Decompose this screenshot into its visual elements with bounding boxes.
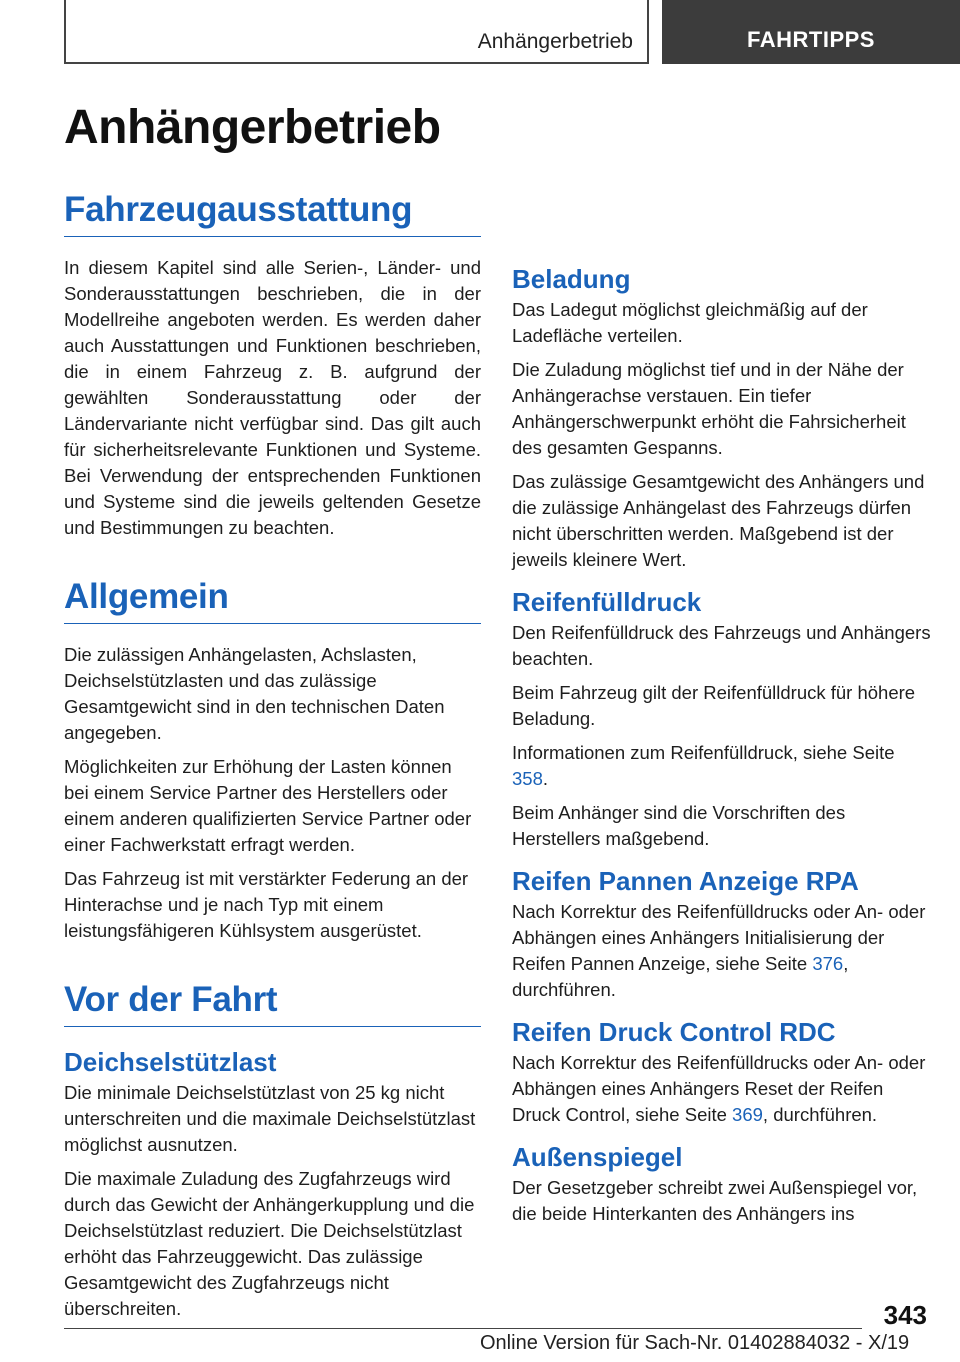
footer-version: Online Version für Sach-Nr. 01402884032 - X/19 <box>480 1332 910 1354</box>
header-chapter-tab[interactable]: FAHRTIPPS <box>662 0 960 64</box>
heading-allgemein: Allgemein <box>64 577 481 624</box>
paragraph-allgemein-2: Möglichkeiten zur Erhöhung der Lasten können bei einem Service Partner des Herstellers oder einem anderen qualifizierten Service Partner oder einer Fachwerkstatt erfragt werden. <box>64 756 472 855</box>
page-title: Anhängerbetrieb <box>64 101 441 154</box>
paragraph-beladung-2: Die Zuladung möglichst tief und in der Nähe der Anhängerachse verstauen. Ein tiefer Anhängerschwerpunkt erhöht die Fahrsicherheit des gesamten Gespanns. <box>512 359 906 458</box>
header-section-title: Anhängerbetrieb <box>477 30 633 53</box>
paragraph-reifenfuelldruck-2: Beim Fahrzeug gilt der Reifenfülldruck für höhere Beladung. <box>512 682 916 729</box>
text: , durchführen. <box>512 953 849 1000</box>
text: , durchführen. <box>762 1104 878 1125</box>
text: Nach Korrektur des Reifenfülldrucks oder An- oder Abhängen eines Anhängers Initialisierung der Reifen Pannen Anzeige, siehe Seite <box>512 901 926 974</box>
paragraph-allgemein-1: Die zulässigen Anhängelasten, Achslasten, Deichselstützlasten und das zulässige Gesamtgewicht sind in den technischen Daten angegeben. <box>64 644 445 743</box>
heading-fahrzeugausstattung: Fahrzeugausstattung <box>64 190 481 237</box>
paragraph-deichsel-2: Die maximale Zuladung des Zugfahrzeugs wird durch das Gewicht der Anhängerkupplung und die Deichselstützlast reduziert. Die Deichselstützlast erhöht das Fahrzeuggewicht. Das zulässige Gesamtgewicht des Zugfahrzeugs nicht überschreiten. <box>64 1168 475 1319</box>
paragraph-rdc <box>512 1050 932 1128</box>
paragraph-rpa <box>512 899 932 1003</box>
heading-rdc: Reifen Druck Control RDC <box>512 1017 836 1047</box>
heading-deichselstuetzlast: Deichselstützlast <box>64 1047 277 1077</box>
paragraph-reifenfuelldruck-3 <box>512 740 932 792</box>
heading-rpa: Reifen Pannen Anzeige RPA <box>512 866 859 896</box>
left-column <box>64 190 481 1330</box>
heading-reifenfuelldruck: Reifenfülldruck <box>512 587 702 617</box>
heading-vor-der-fahrt: Vor der Fahrt <box>64 980 481 1027</box>
text: Informationen zum Reifenfülldruck, siehe Seite <box>512 742 895 763</box>
paragraph-aussenspiegel: Der Gesetzgeber schreibt zwei Außenspiegel vor, die beide Hinterkanten des Anhängers ins <box>512 1177 918 1224</box>
heading-beladung: Beladung <box>512 264 631 294</box>
header-section-tab <box>64 0 649 64</box>
page-link-358[interactable]: 358 <box>512 768 543 789</box>
right-column <box>512 192 932 1235</box>
paragraph-fahrzeugausstattung: In diesem Kapitel sind alle Serien-, Länder- und Sonderausstattungen beschrieben, die in der Modellreihe angeboten werden. Es werden daher auch Ausstattungen und Funktionen beschrieben, die in einem Fahrzeug z. B. aufgrund der gewählten Sonderausstattung oder der Ländervariante nicht verfügbar sind. Das gilt auch für sicherheitsrelevante Funktionen und Systeme. Bei Verwendung der entsprechenden Funktionen und Systeme sind die jeweils geltenden Gesetze und Bestimmungen zu beachten. <box>64 257 481 538</box>
heading-aussenspiegel: Außenspiegel <box>512 1142 683 1172</box>
footer-divider <box>64 1328 862 1329</box>
text: . <box>542 768 549 789</box>
paragraph-allgemein-3: Das Fahrzeug ist mit verstärkter Federung an der Hinterachse und je nach Typ mit einem leistungsfähigeren Kühlsystem ausgerüstet. <box>64 868 469 941</box>
page-link-369[interactable]: 369 <box>732 1104 763 1125</box>
paragraph-beladung-1: Das Ladegut möglichst gleichmäßig auf der Ladefläche verteilen. <box>512 299 868 346</box>
text: Nach Korrektur des Reifenfülldrucks oder An- oder Abhängen eines Anhängers Reset der Reifen Druck Control, siehe Seite <box>512 1052 926 1125</box>
page-number: 343 <box>883 1300 927 1330</box>
paragraph-reifenfuelldruck-4: Beim Anhänger sind die Vorschriften des Herstellers maßgebend. <box>512 802 846 849</box>
paragraph-reifenfuelldruck-1: Den Reifenfülldruck des Fahrzeugs und Anhängers beachten. <box>512 622 931 669</box>
paragraph-deichsel-1: Die minimale Deichselstützlast von 25 kg nicht unterschreiten und die maximale Deichselstützlast möglichst ausnutzen. <box>64 1082 476 1155</box>
page-link-376[interactable]: 376 <box>812 953 844 974</box>
paragraph-beladung-3: Das zulässige Gesamtgewicht des Anhängers und die zulässige Anhängelast des Fahrzeugs dürfen nicht überschritten werden. Maßgebend ist der jeweils kleinere Wert. <box>512 471 925 570</box>
